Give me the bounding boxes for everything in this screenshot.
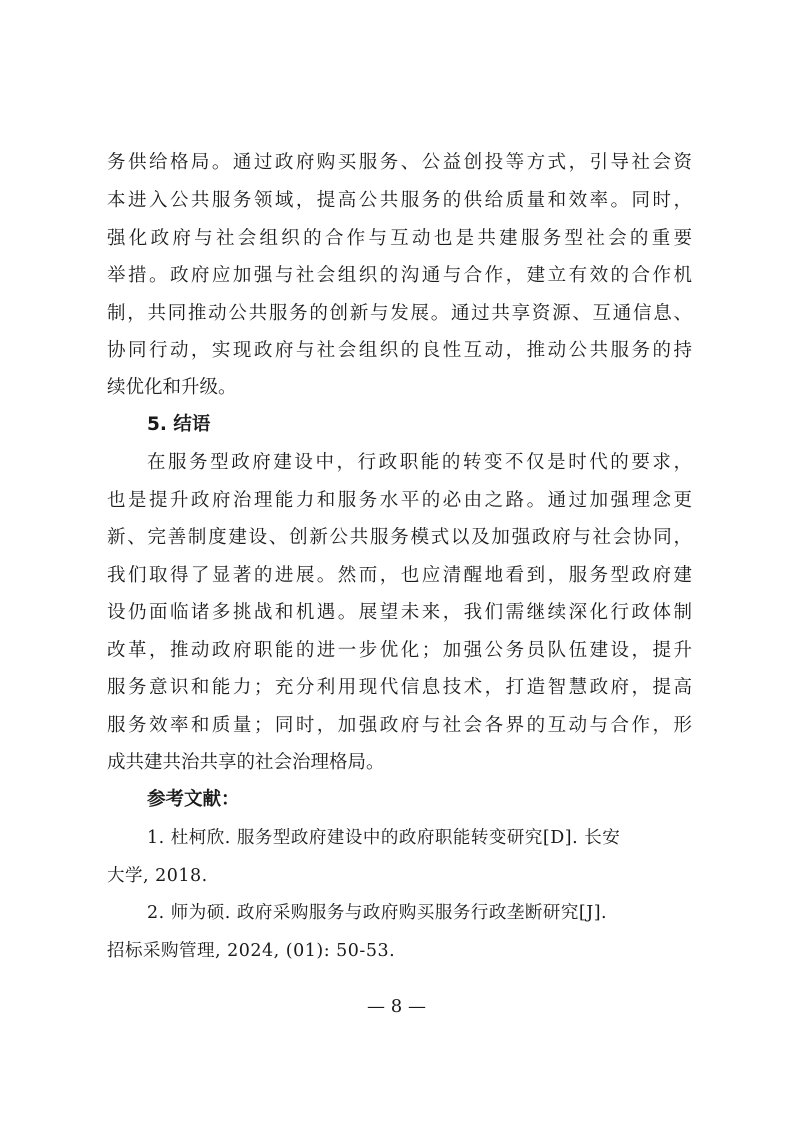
body-text-line: 举措。政府应加强与社会组织的沟通与合作，建立有效的合作机 (107, 265, 692, 286)
body-text-line: 务供给格局。通过政府购买服务、公益创投等方式，引导社会资 (107, 152, 692, 173)
body-text-line: 新、完善制度建设、创新公共服务模式以及加强政府与社会协同， (107, 527, 692, 548)
body-text-line: 我们取得了显著的进展。然而，也应清醒地看到，服务型政府建 (107, 565, 692, 586)
body-text-line: 在服务型政府建设中，行政职能的转变不仅是时代的要求， (147, 452, 692, 473)
body-text-line: 强化政府与社会组织的合作与互动也是共建服务型社会的重要 (107, 228, 692, 249)
section-heading-references: 参考文献： (147, 789, 240, 810)
body-text-line: 续优化和升级。 (107, 377, 237, 398)
body-text-line: 改革，推动政府职能的进一步优化；加强公务员队伍建设，提升 (107, 640, 692, 661)
body-text-line: 也是提升政府治理能力和服务水平的必由之路。通过加强理念更 (107, 490, 692, 511)
reference-item-2-line1: 2. 师为硕. 政府采购服务与政府购买服务行政垄断研究[J]. (147, 903, 608, 923)
reference-item-2-line2: 招标采购管理, 2024, (01): 50-53. (107, 941, 396, 961)
body-text-line: 服务意识和能力；充分利用现代信息技术，打造智慧政府，提高 (107, 677, 692, 698)
page-number: — 8 — (367, 996, 426, 1017)
reference-item-1-line1: 1. 杜柯欣. 服务型政府建设中的政府职能转变研究[D]. 长安 (147, 828, 621, 848)
reference-item-1-line2: 大学, 2018. (107, 866, 208, 886)
body-text-line: 本进入公共服务领域，提高公共服务的供给质量和效率。同时， (107, 190, 692, 211)
body-text-line: 协同行动，实现政府与社会组织的良性互动，推动公共服务的持 (107, 340, 692, 361)
section-heading-conclusion: 5. 结语 (147, 414, 211, 435)
body-text-line: 设仍面临诸多挑战和机遇。展望未来，我们需继续深化行政体制 (107, 602, 692, 623)
body-text-line: 服务效率和质量；同时，加强政府与社会各界的互动与合作，形 (107, 715, 692, 736)
body-text-line: 制，共同推动公共服务的创新与发展。通过共享资源、互通信息、 (107, 303, 692, 324)
body-text-line: 成共建共治共享的社会治理格局。 (107, 752, 385, 773)
